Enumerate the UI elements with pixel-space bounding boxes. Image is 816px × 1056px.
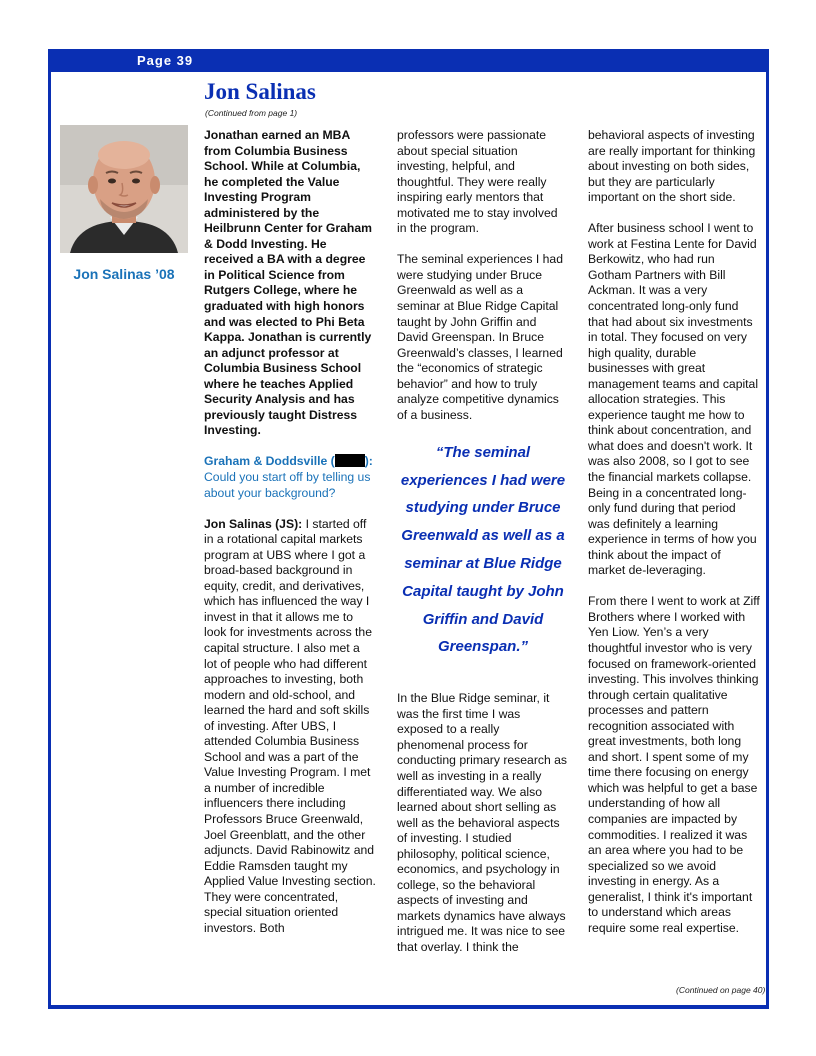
question-speaker-end: ): — [364, 454, 373, 469]
column-1 — [204, 128, 376, 952]
body-paragraph: professors were passionate about special situation investing, helpful, and thoughtful. They were really inspiring early mentors that motivated me to stay involved in the program. — [397, 128, 558, 236]
body-paragraph: In the Blue Ridge seminar, it was the first time I was exposed to a really phenomenal process for conducting primary research as well as investing in a really differentiated way. We also learned about short selling as well as the behavioral aspects of investing. I studied philosophy, political science, economics, and psychology in college, so the behavioral aspects of investing and markets dynamics have always intrigued me. It was nice to see that overlay. I think the — [397, 691, 568, 954]
bio-paragraph: Jonathan earned an MBA from Columbia Business School. While at Columbia, he completed the Value Investing Program administered by the Heilbrunn Center for Graham & Dodd Investing. He received a BA with a degree in Political Science from Rutgers College, where he graduated with high honors and was elected to Phi Beta Kappa. Jonathan is currently an adjunct professor at Columbia Business School where he teaches Applied Security Analysis and has previously taught Distress Investing. — [204, 128, 372, 438]
portrait-illustration — [60, 125, 188, 253]
pull-quote: “The seminal experiences I had were studying under Bruce Greenwald as well as a seminar at Blue Ridge Capital taught by John Griffin and David Greenspan.” — [400, 443, 566, 656]
article-title: Jon Salinas — [204, 79, 316, 104]
body-paragraph: After business school I went to work at Festina Lente for David Berkowitz, who had run Gotham Partners with Bill Ackman. It was a very concentrated long-only fund that had about six investments in total. They focused on very high quality, durable businesses with great management teams and capital allocation strategies. This experience taught me how to think about concentration, and what does and doesn't work. It was also 2008, so I got to see the financial markets collapse. Being in a concentrated long-only fund during that period was definitely a learning experience in terms of how you think about the impact of market de-leveraging. — [588, 221, 759, 578]
continued-on-note: (Continued on page 40) — [676, 985, 766, 995]
question-text: Could you start off by telling us about your background? — [204, 469, 371, 500]
photo-caption: Jon Salinas ’08 — [73, 266, 175, 282]
answer-paragraph — [204, 517, 376, 937]
redaction-bar — [335, 454, 365, 467]
column-3 — [588, 128, 760, 952]
question-speaker: Graham & Doddsville ( — [204, 454, 335, 469]
body-paragraph: The seminal experiences I had were studying under Bruce Greenwald as well as a seminar at Blue Ridge Capital taught by John Griffin and David Greenspan. In Bruce Greenwald’s classes, I learned the “economics of strategic behavior” and how to truly analyze competitive dynamics of a business. — [397, 252, 563, 422]
body-paragraph: behavioral aspects of investing are really important for thinking about investing on both sides, but they are particularly important on the short side. — [588, 128, 756, 205]
answer-text: I started off in a rotational capital markets program at UBS where I got a broad-based background in equity, credit, and derivatives, which has influenced the way I invest in that it allows me to look for investments across the capital structure. I also met a lot of people who had different approaches to investing, both modern and old-school, and learned the hard and soft skills of investing. After UBS, I attended Columbia Business School and was a part of the Value Investing Program. I met a number of incredible influencers there including Professors Bruce Greenwald, Joel Greenblatt, and the other adjuncts. David Rabinowitz and Eddie Ramsden taught my Applied Value Investing section. They were concentrated, special situation oriented investors. Both — [204, 516, 376, 935]
answer-speaker: Jon Salinas (JS): — [204, 516, 303, 531]
column-2 — [397, 128, 569, 971]
body-paragraph: From there I went to work at Ziff Brothers where I worked with Yen Liow. Yen’s a very thoughtful investor who is very focused on framework-oriented investing. This involves thinking through certain qualitative processes and pattern recognition associated with great investments, both long and short. I spent some of my time there focusing on energy which was helpful to get a base understanding of how all companies are impacted by commodities. I realized it was an area where you had to be specialized so we avoid investing in energy. As a generalist, I think it's important to understand which areas require some real expertise. — [588, 594, 760, 935]
portrait-photo — [60, 125, 188, 253]
question-paragraph — [204, 454, 376, 501]
page-number: Page 39 — [137, 53, 194, 68]
continued-from-note: (Continued from page 1) — [205, 108, 298, 118]
